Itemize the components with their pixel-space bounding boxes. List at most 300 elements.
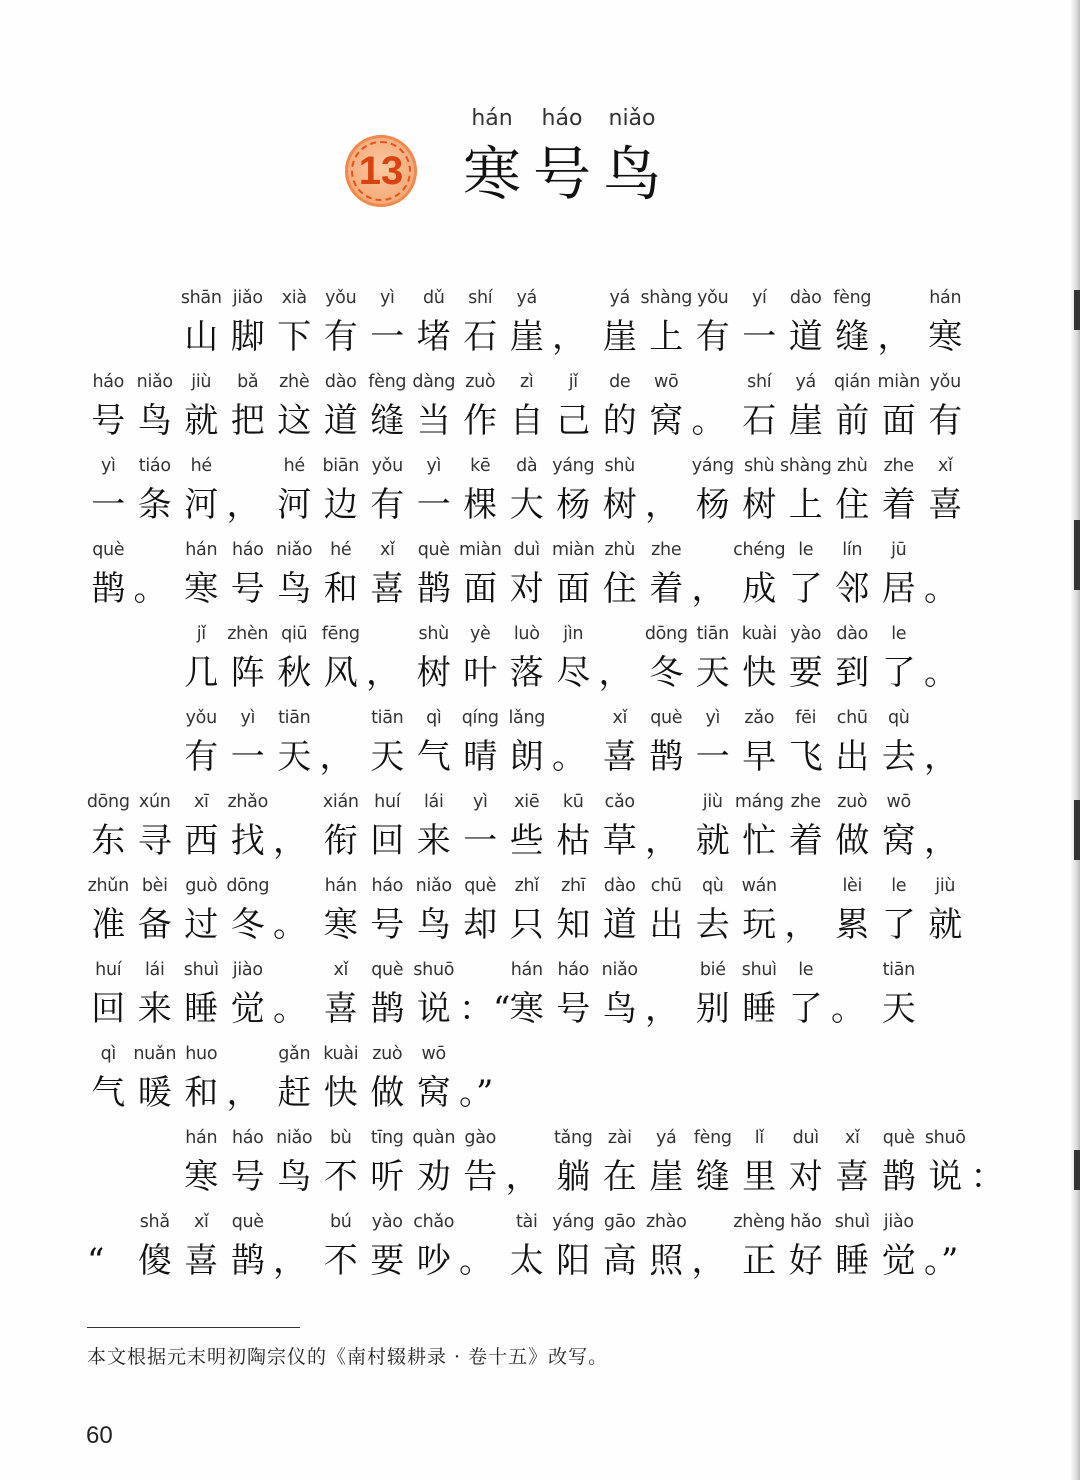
pinyin: niǎo	[276, 1128, 313, 1148]
hanzi: ，	[319, 737, 354, 777]
character-with-pinyin	[364, 367, 411, 445]
hanzi: 就	[184, 401, 219, 441]
pinyin: xǐ	[937, 456, 953, 476]
pinyin: shuì	[834, 1212, 870, 1232]
hanzi: 暖	[137, 1073, 172, 1113]
punctuation	[922, 1207, 969, 1285]
hanzi: 喜	[184, 1241, 219, 1281]
pinyin: què	[371, 960, 404, 980]
page-number: 60	[86, 1422, 113, 1449]
character-with-pinyin	[550, 367, 597, 445]
character-with-pinyin	[736, 367, 783, 445]
hanzi: 山	[184, 317, 219, 357]
character-with-pinyin	[178, 1039, 225, 1117]
hanzi: 面	[556, 569, 591, 609]
character-with-pinyin	[132, 871, 179, 949]
hanzi: 号	[91, 401, 126, 441]
pinyin: chǎo	[413, 1212, 455, 1232]
pinyin: yáng	[691, 456, 734, 476]
pinyin: dōng	[86, 792, 130, 812]
hanzi: ，	[784, 905, 819, 945]
character-with-pinyin	[364, 955, 411, 1033]
pinyin: máng	[734, 792, 784, 812]
pinyin: tīng	[370, 1128, 404, 1148]
character-with-pinyin	[876, 367, 923, 445]
hanzi: 了	[881, 905, 916, 945]
hanzi: 玩	[742, 905, 777, 945]
pinyin: jū	[891, 540, 907, 560]
pinyin: shàng	[779, 456, 832, 476]
punctuation	[550, 283, 597, 361]
text-line	[178, 1123, 1015, 1201]
punctuation	[643, 451, 690, 529]
punctuation	[457, 955, 511, 1033]
pinyin: fèng	[833, 288, 872, 308]
character-with-pinyin	[690, 1123, 737, 1201]
hanzi: 树	[602, 485, 637, 525]
character-with-pinyin	[829, 871, 876, 949]
hanzi: 条	[137, 485, 172, 525]
character-with-pinyin	[922, 451, 969, 529]
character-with-pinyin	[178, 367, 225, 445]
pinyin: yá	[795, 372, 816, 392]
hanzi: ，	[366, 653, 400, 693]
character-with-pinyin	[829, 1123, 876, 1201]
character-with-pinyin	[690, 619, 737, 697]
text-line	[85, 871, 969, 949]
pinyin: kū	[562, 792, 584, 812]
hanzi: 住	[602, 569, 637, 609]
hanzi: ，	[273, 1241, 307, 1281]
hanzi: 。	[924, 569, 958, 609]
pinyin: qiū	[281, 624, 308, 644]
character-with-pinyin	[178, 1123, 225, 1201]
hanzi: 阵	[230, 653, 265, 693]
character-with-pinyin	[225, 535, 272, 613]
character-with-pinyin	[318, 955, 365, 1033]
hanzi: “	[87, 1241, 105, 1281]
pinyin: zhèn	[227, 624, 269, 644]
character-with-pinyin	[876, 1123, 923, 1201]
character-with-pinyin	[829, 619, 876, 697]
pinyin: qù	[887, 708, 910, 728]
character-with-pinyin	[736, 283, 783, 361]
hanzi: 高	[602, 1241, 637, 1281]
pinyin: niǎo	[276, 540, 313, 560]
hanzi: 来	[416, 821, 451, 861]
pinyin: yáng	[552, 456, 595, 476]
character-with-pinyin	[783, 619, 830, 697]
title-characters	[457, 100, 667, 210]
hanzi: ，	[924, 821, 958, 861]
character-with-pinyin	[271, 283, 318, 361]
character-with-pinyin	[783, 1207, 830, 1285]
pinyin: háo	[371, 876, 404, 896]
hanzi: 崖	[649, 1157, 684, 1197]
character-with-pinyin	[736, 1123, 783, 1201]
pinyin: tiān	[371, 708, 404, 728]
character-with-pinyin	[318, 871, 365, 949]
hanzi: 阳	[556, 1241, 591, 1281]
hanzi: 。	[133, 569, 168, 609]
pinyin: xǐ	[333, 960, 349, 980]
pinyin: wán	[741, 876, 777, 896]
punctuation	[969, 1123, 1016, 1201]
hanzi: 说	[416, 989, 451, 1029]
pinyin: jǐ	[568, 372, 578, 392]
hanzi: 石	[742, 401, 777, 441]
pinyin: jiù	[935, 876, 956, 896]
hanzi: 衔	[323, 821, 358, 861]
hanzi: ，	[691, 1241, 726, 1281]
hanzi: 缝	[835, 317, 870, 357]
pinyin: xià	[281, 288, 307, 308]
pinyin: xǐ	[844, 1128, 860, 1148]
pinyin: lín	[842, 540, 863, 560]
hanzi: 出	[835, 737, 870, 777]
character-with-pinyin	[922, 871, 969, 949]
hanzi: 道	[602, 905, 637, 945]
pinyin: cǎo	[604, 792, 635, 812]
pinyin: què	[231, 1212, 264, 1232]
hanzi: 风	[323, 653, 358, 693]
character-with-pinyin	[504, 619, 551, 697]
hanzi: 太	[509, 1241, 544, 1281]
character-with-pinyin	[457, 283, 504, 361]
pinyin: yí	[751, 288, 767, 308]
hanzi: 寒	[184, 1157, 219, 1197]
hanzi: 睡	[184, 989, 219, 1029]
character-with-pinyin	[364, 703, 411, 781]
pinyin: què	[650, 708, 683, 728]
hanzi: 住	[835, 485, 870, 525]
pinyin: bié	[699, 960, 726, 980]
pinyin: zì	[520, 372, 534, 392]
character-with-pinyin	[457, 787, 504, 865]
hanzi: 寻	[137, 821, 172, 861]
pinyin: yì	[426, 456, 442, 476]
hanzi: 别	[695, 989, 730, 1029]
character-with-pinyin	[271, 535, 318, 613]
pinyin: gào	[464, 1128, 497, 1148]
pinyin: jiù	[702, 792, 723, 812]
hanzi: 好	[788, 1241, 823, 1281]
character-with-pinyin	[225, 283, 272, 361]
pinyin: shuì	[741, 960, 777, 980]
character-with-pinyin	[829, 283, 876, 361]
character-with-pinyin	[225, 787, 272, 865]
character-with-pinyin	[736, 787, 783, 865]
pinyin: yáng	[552, 1212, 595, 1232]
character-with-pinyin	[364, 787, 411, 865]
hanzi: 喜	[370, 569, 405, 609]
pinyin: dōng	[644, 624, 688, 644]
hanzi: 知	[556, 905, 591, 945]
character-with-pinyin	[783, 787, 830, 865]
pinyin: jìn	[563, 624, 584, 644]
character-with-pinyin	[597, 1207, 644, 1285]
character-with-pinyin	[829, 703, 876, 781]
hanzi: 缝	[695, 1157, 730, 1197]
pinyin: miàn	[877, 372, 921, 392]
hanzi: 鸟	[277, 1157, 312, 1197]
hanzi: 和	[323, 569, 358, 609]
character-with-pinyin	[550, 1207, 597, 1285]
hanzi: 的	[602, 401, 637, 441]
pinyin: yǒu	[697, 288, 729, 308]
pinyin: zuò	[837, 792, 868, 812]
hanzi: 边	[323, 485, 358, 525]
punctuation	[225, 1039, 272, 1117]
pinyin: jiào	[232, 960, 263, 980]
hanzi: 树	[742, 485, 777, 525]
hanzi: 去	[695, 905, 730, 945]
hanzi: 去	[881, 737, 916, 777]
hanzi: 睡	[835, 1241, 870, 1281]
hanzi: 堵	[416, 317, 451, 357]
pinyin: yì	[472, 792, 488, 812]
footnote-divider	[87, 1327, 300, 1328]
pinyin: kuài	[741, 624, 777, 644]
character-with-pinyin	[457, 1123, 504, 1201]
hanzi: 鹊	[416, 569, 451, 609]
character-with-pinyin	[132, 787, 179, 865]
pinyin: bèi	[141, 876, 168, 896]
character-with-pinyin	[504, 1207, 551, 1285]
hanzi: 一	[695, 737, 730, 777]
hanzi: 石	[463, 317, 498, 357]
pinyin: hán	[324, 876, 357, 896]
pinyin: duì	[513, 540, 540, 560]
pinyin: shuì	[183, 960, 219, 980]
hanzi: 累	[835, 905, 870, 945]
punctuation	[922, 703, 969, 781]
lesson-number-badge	[345, 135, 417, 207]
character-with-pinyin	[178, 283, 225, 361]
hanzi: 河	[277, 485, 312, 525]
character-with-pinyin	[457, 367, 504, 445]
character-with-pinyin	[271, 619, 318, 697]
hanzi: 鸟	[602, 989, 637, 1029]
character-with-pinyin	[876, 619, 923, 697]
pinyin: huo	[185, 1044, 218, 1064]
punctuation	[922, 535, 969, 613]
character-with-pinyin	[225, 619, 272, 697]
pinyin: huí	[374, 792, 401, 812]
character-with-pinyin	[225, 955, 272, 1033]
hanzi: 气	[91, 1073, 126, 1113]
character-with-pinyin	[876, 535, 923, 613]
pinyin: yá	[516, 288, 537, 308]
character-with-pinyin	[829, 535, 876, 613]
title-pinyin: háo	[541, 106, 583, 131]
text-line	[85, 787, 969, 865]
hanzi: 要	[370, 1241, 405, 1281]
hanzi: ，	[552, 317, 586, 357]
pinyin: wō	[886, 792, 911, 812]
character-with-pinyin	[178, 1207, 225, 1285]
character-with-pinyin	[411, 619, 458, 697]
pinyin: xún	[138, 792, 171, 812]
hanzi: 一	[416, 485, 451, 525]
character-with-pinyin	[85, 451, 132, 529]
punctuation	[504, 1123, 551, 1201]
pinyin: zhào	[645, 1212, 687, 1232]
hanzi: 在	[602, 1157, 637, 1197]
hanzi: 告	[463, 1157, 498, 1197]
character-with-pinyin	[132, 451, 179, 529]
character-with-pinyin	[829, 367, 876, 445]
pinyin: lǐ	[754, 1128, 764, 1148]
pinyin: chū	[836, 708, 868, 728]
character-with-pinyin	[318, 283, 365, 361]
character-with-pinyin	[733, 1207, 786, 1285]
hanzi: 前	[835, 401, 870, 441]
punctuation	[643, 787, 690, 865]
hanzi: 杨	[556, 485, 591, 525]
pinyin: kuài	[323, 1044, 359, 1064]
character-with-pinyin	[876, 787, 923, 865]
hanzi: 。	[459, 1241, 493, 1281]
character-with-pinyin	[504, 367, 551, 445]
character-with-pinyin	[271, 451, 318, 529]
pinyin: tài	[515, 1212, 538, 1232]
character-with-pinyin	[411, 787, 458, 865]
character-with-pinyin	[876, 703, 923, 781]
character-with-pinyin	[411, 871, 458, 949]
character-with-pinyin	[736, 619, 783, 697]
hanzi: 寒	[509, 989, 544, 1029]
hanzi: ：	[970, 1157, 1005, 1197]
hanzi: 杨	[695, 485, 730, 525]
punctuation	[85, 1207, 132, 1285]
hanzi: 喜	[602, 737, 637, 777]
hanzi: 傻	[137, 1241, 172, 1281]
hanzi: 却	[463, 905, 498, 945]
pinyin: zhe	[651, 540, 682, 560]
pinyin: zhù	[604, 540, 635, 560]
pinyin: yǒu	[325, 288, 357, 308]
character-with-pinyin	[457, 871, 504, 949]
character-with-pinyin	[597, 703, 644, 781]
title-char	[597, 100, 667, 210]
pinyin: jiǎo	[232, 288, 263, 308]
hanzi: 这	[277, 401, 312, 441]
hanzi: 鸟	[137, 401, 172, 441]
character-with-pinyin	[690, 955, 737, 1033]
hanzi: 着	[881, 485, 916, 525]
character-with-pinyin	[225, 1123, 272, 1201]
hanzi: 忙	[742, 821, 777, 861]
pinyin: qù	[701, 876, 724, 896]
hanzi: 东	[91, 821, 126, 861]
character-with-pinyin	[643, 619, 690, 697]
hanzi: 吵	[416, 1241, 451, 1281]
hanzi: 号	[230, 569, 265, 609]
pinyin: hé	[190, 456, 212, 476]
pinyin: zhe	[790, 792, 821, 812]
character-with-pinyin	[318, 1207, 365, 1285]
pinyin: de	[609, 372, 631, 392]
hanzi: 冬	[230, 905, 265, 945]
hanzi: ，	[645, 821, 679, 861]
punctuation	[271, 1207, 318, 1285]
character-with-pinyin	[876, 871, 923, 949]
character-with-pinyin	[457, 619, 504, 697]
text-line	[85, 535, 969, 613]
hanzi: 和	[184, 1073, 219, 1113]
hanzi: 寒	[323, 905, 358, 945]
pinyin: yào	[371, 1212, 403, 1232]
character-with-pinyin	[504, 871, 551, 949]
hanzi: 。	[924, 653, 958, 693]
character-with-pinyin	[550, 955, 597, 1033]
pinyin: yì	[240, 708, 256, 728]
character-with-pinyin	[132, 367, 179, 445]
hanzi: 寒	[928, 317, 963, 357]
character-with-pinyin	[783, 367, 830, 445]
character-with-pinyin	[411, 535, 458, 613]
hanzi: 几	[184, 653, 219, 693]
punctuation	[225, 451, 272, 529]
pinyin: què	[882, 1128, 915, 1148]
character-with-pinyin	[597, 871, 644, 949]
hanzi: 晴	[463, 737, 498, 777]
pinyin: quàn	[412, 1128, 456, 1148]
pinyin: wō	[421, 1044, 446, 1064]
hanzi: 下	[277, 317, 312, 357]
character-with-pinyin	[733, 535, 786, 613]
pinyin: le	[798, 960, 814, 980]
character-with-pinyin	[85, 367, 132, 445]
character-with-pinyin	[922, 367, 969, 445]
pinyin: yè	[469, 624, 491, 644]
pinyin: dào	[789, 288, 822, 308]
hanzi: 鹊	[370, 989, 405, 1029]
pinyin: xǐ	[193, 1212, 209, 1232]
hanzi: 着	[788, 821, 823, 861]
hanzi: 来	[137, 989, 172, 1029]
character-with-pinyin	[271, 367, 318, 445]
pinyin: yǒu	[929, 372, 961, 392]
pinyin: yá	[609, 288, 630, 308]
hanzi: 就	[695, 821, 730, 861]
hanzi: 天	[881, 989, 916, 1029]
character-with-pinyin	[318, 619, 365, 697]
pinyin: dà	[516, 456, 538, 476]
hanzi: 树	[416, 653, 451, 693]
hanzi: 做	[835, 821, 870, 861]
punctuation	[690, 367, 737, 445]
hanzi: 听	[370, 1157, 405, 1197]
character-with-pinyin	[597, 787, 644, 865]
text-line	[178, 283, 969, 361]
hanzi: 喜	[835, 1157, 870, 1197]
hanzi: 落	[509, 653, 544, 693]
character-with-pinyin	[736, 703, 783, 781]
pinyin: zhù	[837, 456, 868, 476]
character-with-pinyin	[364, 283, 411, 361]
hanzi: 鹊	[230, 1241, 265, 1281]
character-with-pinyin	[829, 451, 876, 529]
pinyin: nuǎn	[133, 1044, 177, 1064]
pinyin: le	[891, 624, 907, 644]
character-with-pinyin	[504, 955, 551, 1033]
hanzi: 了	[788, 569, 823, 609]
hanzi: 自	[509, 401, 544, 441]
hanzi: 做	[370, 1073, 405, 1113]
hanzi: 气	[416, 737, 451, 777]
